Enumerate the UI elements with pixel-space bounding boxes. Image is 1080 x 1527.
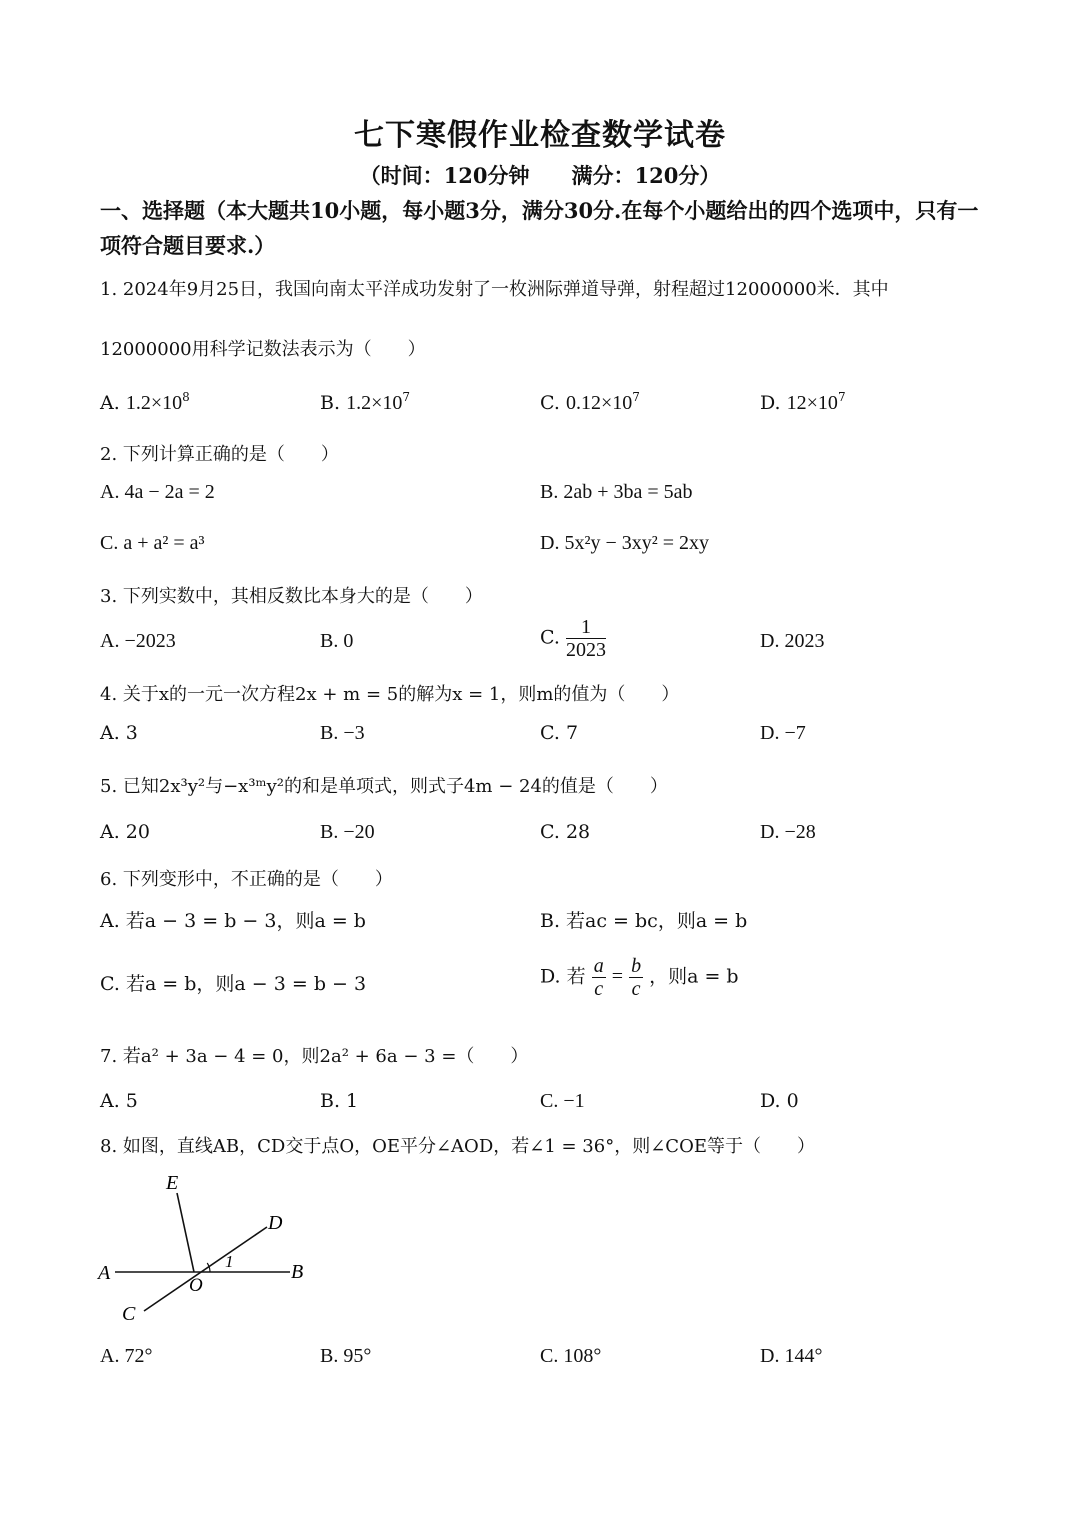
- label-e: E: [166, 1172, 179, 1194]
- exponent: 7: [632, 390, 640, 404]
- q6-option-c: C. 若a = b，则a − 3 = b − 3: [100, 973, 367, 995]
- section-heading: 一、选择题（本大题共10小题，每小题3分，满分30分.在每个小题给出的四个选项中，只有一项符合题目要求.）: [100, 198, 979, 258]
- option-label: B.: [320, 392, 341, 414]
- line-cd: [144, 1227, 267, 1311]
- question-5: 5. 已知2x³y²与−x³ᵐy²的和是单项式，则式子4m − 24的值是（ ）: [100, 776, 668, 797]
- q2-option-c: C. a + a² = a³: [100, 532, 205, 554]
- q8-option-b: B. 95°: [320, 1345, 372, 1367]
- option-value: 1.2×10: [346, 392, 403, 414]
- question-6: 6. 下列变形中，不正确的是（ ）: [100, 869, 393, 890]
- q7-option-d: D. 0: [760, 1090, 799, 1112]
- angle-figure: [90, 1165, 340, 1330]
- question-1-line2: 12000000用科学记数法表示为（ ）: [100, 339, 426, 360]
- label-b: B: [291, 1261, 304, 1283]
- q2-option-a: A. 4a − 2a = 2: [100, 481, 215, 503]
- label-d: D: [268, 1212, 283, 1234]
- question-4: 4. 关于x的一元一次方程2x + m = 5的解为x = 1，则m的值为（ ）: [100, 684, 680, 705]
- q7-option-a: A. 5: [100, 1090, 138, 1112]
- label-a: A: [98, 1262, 111, 1284]
- q4-option-d: D. −7: [760, 722, 806, 744]
- question-7: 7. 若a² + 3a − 4 = 0，则2a² + 6a − 3 =（ ）: [100, 1046, 529, 1067]
- q3-option-c: [540, 616, 606, 661]
- q8-option-a: A. 72°: [100, 1345, 153, 1367]
- q5-option-a: A. 20: [100, 821, 150, 843]
- option-tail: ，则a = b: [649, 965, 739, 988]
- question-2: 2. 下列计算正确的是（ ）: [100, 444, 339, 465]
- label-o: O: [189, 1275, 203, 1296]
- option-label: D. 若: [540, 965, 586, 988]
- fraction-b-over-c: $\frac{b}{c}$: [631, 955, 642, 1000]
- q1-option-a: [100, 390, 190, 415]
- page-title: 七下寒假作业检查数学试卷: [354, 118, 726, 153]
- option-label: A.: [100, 392, 120, 414]
- q3-option-d: D. 2023: [760, 630, 825, 652]
- q7-option-b: B. 1: [320, 1090, 359, 1112]
- q4-option-c: C. 7: [540, 722, 579, 744]
- option-value: 12×10: [786, 392, 838, 414]
- q5-option-d: D. −28: [760, 821, 816, 843]
- q5-option-c: C. 28: [540, 821, 591, 843]
- q4-option-a: A. 3: [100, 722, 138, 744]
- q5-option-b: B. −20: [320, 821, 375, 843]
- q7-option-c: C. −1: [540, 1090, 585, 1112]
- q6-option-a: A. 若a − 3 = b − 3，则a = b: [100, 910, 366, 932]
- q6-option-d: D. 若 $\frac{a}{c}$ = $\frac{b}{c}$ ，则a = b: [540, 955, 739, 1000]
- question-8: 8. 如图，直线AB，CD交于点O，OE平分∠AOD，若∠1 = 36°，则∠COE等于（ ）: [100, 1136, 815, 1157]
- q8-option-d: D. 144°: [760, 1345, 823, 1367]
- fraction: $\frac{1}{2023}$: [565, 616, 606, 661]
- q2-option-b: B. 2ab + 3ba = 5ab: [540, 481, 693, 503]
- exponent: 8: [182, 390, 190, 404]
- option-label: D.: [760, 392, 781, 414]
- q6-option-b: B. 若ac = bc，则a = b: [540, 910, 748, 932]
- q1-option-b: [320, 390, 410, 415]
- exponent: 7: [402, 390, 410, 404]
- fraction-a-over-c: $\frac{a}{c}$: [593, 955, 604, 1000]
- question-1-line1: 1. 2024年9月25日，我国向南太平洋成功发射了一枚洲际弹道导弹，射程超过12000000米．其中: [100, 279, 889, 300]
- label-c: C: [122, 1303, 136, 1325]
- exponent: 7: [837, 390, 846, 404]
- exam-info: （时间：120分钟 满分：120分）: [359, 163, 721, 188]
- ray-oe: [177, 1193, 194, 1272]
- q4-option-b: B. −3: [320, 722, 365, 744]
- q1-option-c: [540, 390, 640, 415]
- option-label: C.: [540, 626, 560, 649]
- q1-option-d: [760, 390, 846, 415]
- option-label: C.: [540, 392, 560, 414]
- q3-option-a: A. −2023: [100, 630, 176, 652]
- q3-option-b: B. 0: [320, 630, 354, 652]
- option-value: 1.2×10: [125, 392, 183, 414]
- option-value: 0.12×10: [565, 392, 633, 414]
- q8-option-c: C. 108°: [540, 1345, 602, 1367]
- label-angle-1: 1: [225, 1252, 234, 1271]
- q2-option-d: D. 5x²y − 3xy² = 2xy: [540, 532, 709, 554]
- question-3: 3. 下列实数中，其相反数比本身大的是（ ）: [100, 586, 483, 607]
